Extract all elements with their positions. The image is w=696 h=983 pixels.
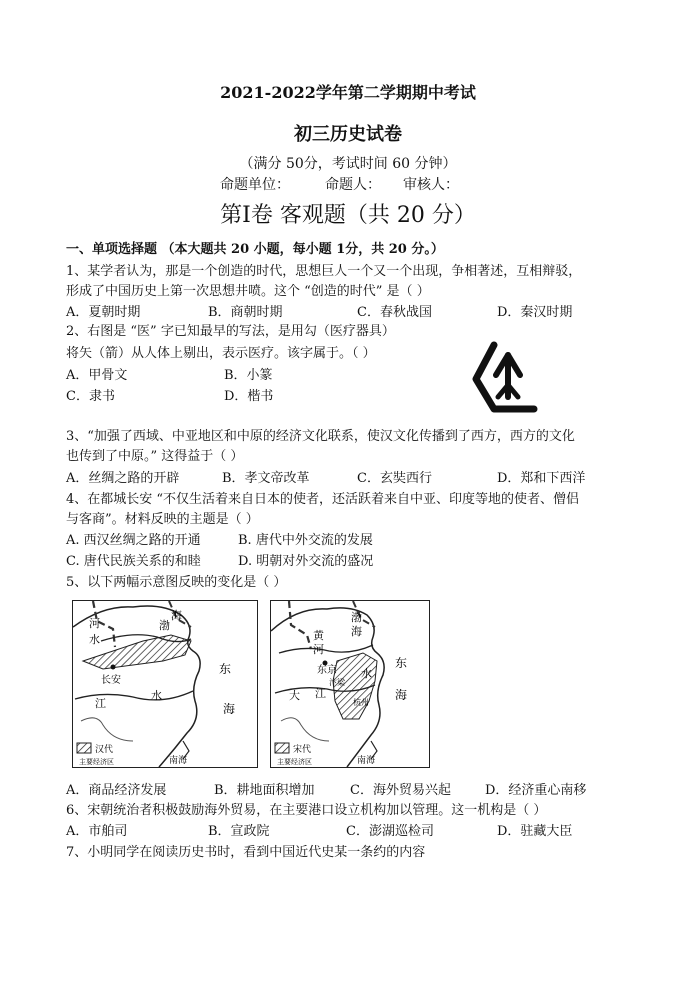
map2-yellow2-label: 河 [313, 643, 324, 656]
map2-sea2-label: 海 [351, 625, 362, 638]
q3-line1: 3、“加强了西域、中亚地区和中原的经济文化联系，使汉文化传播到了西方，西方的文化 [66, 429, 575, 444]
q1-option-b: B．商朝时期 [208, 305, 283, 320]
map2-legend-text: 主要经济区 [277, 758, 312, 766]
song-dynasty-map [270, 600, 430, 768]
q4-option-a: A. 西汉丝绸之路的开通 [66, 533, 201, 548]
q2-option-d: D．楷书 [224, 389, 274, 404]
map2-city1-label: 东京 [317, 665, 337, 676]
q4-line2: 与客商”。材料反映的主题是（ ） [66, 512, 259, 527]
q3-option-b: B．孝文帝改革 [222, 471, 310, 486]
unit-label: 命题单位： [220, 177, 290, 193]
map1-legend-dynasty: 汉代 [95, 745, 114, 755]
author-label: 命题人： [325, 177, 381, 193]
q2-line1: 2、右图是 “医” 字已知最早的写法，是用勾（医疗器具） [66, 324, 395, 339]
map2-city2-label: 汴梁 [329, 678, 345, 687]
section-heading: 一、单项选择题 （本大题共 20 小题，每小题 1分，共 20 分。） [66, 242, 444, 257]
map2-east-label: 东 [395, 656, 408, 670]
map2-sea1-label: 渤 [351, 611, 362, 624]
map1-river2-label: 水 [89, 633, 100, 646]
q1-option-a: A．夏朝时期 [66, 305, 141, 320]
map1-legend-text: 主要经济区 [79, 758, 114, 766]
map2-legend-dynasty: 宋代 [293, 745, 312, 755]
han-dynasty-map [72, 600, 258, 768]
q3-line2: 也传到了中原。” 这得益于（ ） [66, 449, 244, 464]
q6-option-c: C．澎湖巡检司 [346, 824, 434, 839]
map2-south-sea-label: 南海 [357, 756, 376, 766]
q1-line2: 形成了中国历史上第一次思想井喷。这个 “创造的时代” 是（ ） [66, 284, 430, 299]
q6-option-d: D．驻藏大臣 [497, 824, 573, 839]
map2-jiang-label: 江 [315, 687, 326, 700]
q1-option-d: D．秦汉时期 [497, 305, 573, 320]
map1-sea1-label: 渤 [159, 619, 170, 632]
q4-option-c: C. 唐代民族关系的和睦 [66, 554, 201, 569]
q1-line1: 1、某学者认为，那是一个创造的时代，思想巨人一个又一个出现，争相著述，互相辩驳， [66, 264, 582, 279]
q5-line1: 5、以下两幅示意图反映的变化是（ ） [66, 575, 287, 590]
q6-option-a: A．市舶司 [66, 824, 128, 839]
map1-sea2-label: 海 [171, 609, 182, 622]
q6-option-b: B．宣政院 [208, 824, 270, 839]
q4-line1: 4、在都城长安 “不仅生活着来自日本的使者，还活跃着来自中亚、印度等地的使者、僧侣 [66, 492, 580, 507]
ancient-yi-character-image [472, 335, 552, 415]
map1-city-label: 长安 [101, 675, 121, 686]
part-title: 第Ⅰ卷 客观题（共 20 分） [220, 203, 476, 228]
q1-option-c: C．春秋战国 [357, 305, 432, 320]
score-time: （满分 50分，考试时间 60 分钟） [239, 156, 457, 172]
q3-option-d: D．郑和下西洋 [497, 471, 586, 486]
exam-title: 2021-2022学年第二学期期中考试 [220, 83, 476, 102]
q2-option-a: A．甲骨文 [66, 368, 128, 383]
q2-option-c: C．隶书 [66, 389, 115, 404]
map2-shui-label: 水 [361, 667, 372, 680]
q5-option-c: C．海外贸易兴起 [350, 783, 451, 798]
map2-yellow1-label: 黄 [313, 629, 324, 642]
map1-east-label: 东 [219, 662, 232, 676]
reviewer-label: 审核人： [403, 177, 459, 193]
q5-option-a: A．商品经济发展 [66, 783, 167, 798]
map1-east-sea-label: 海 [223, 702, 236, 716]
map1-jiang-label: 江 [95, 697, 106, 710]
q4-option-d: D. 明朝对外交流的盛况 [238, 554, 374, 569]
map2-east-sea-label: 海 [395, 688, 408, 702]
map2-da-label: 大 [289, 689, 300, 702]
q4-option-b: B. 唐代中外交流的发展 [238, 533, 373, 548]
q6-line1: 6、宋朝统治者积极鼓励海外贸易，在主要港口设立机构加以管理。这一机构是（ ） [66, 803, 547, 818]
q5-option-d: D．经济重心南移 [485, 783, 587, 798]
q3-option-c: C．玄奘西行 [357, 471, 432, 486]
q2-option-b: B．小篆 [224, 368, 273, 383]
map1-south-sea-label: 南海 [169, 756, 188, 766]
q2-line2: 将矢（箭）从人体上剔出，表示医疗。该字属于。（ ） [66, 346, 376, 361]
exam-subtitle: 初三历史试卷 [294, 124, 402, 145]
map2-city3-label: 杭州 [353, 698, 369, 707]
q3-option-a: A．丝绸之路的开辟 [66, 471, 180, 486]
q7-line1: 7、小明同学在阅读历史书时，看到中国近代史某一条约的内容 [66, 845, 426, 860]
map1-shui-label: 水 [151, 689, 162, 702]
q5-option-b: B．耕地面积增加 [214, 783, 315, 798]
map1-river1-label: 河 [89, 617, 100, 630]
